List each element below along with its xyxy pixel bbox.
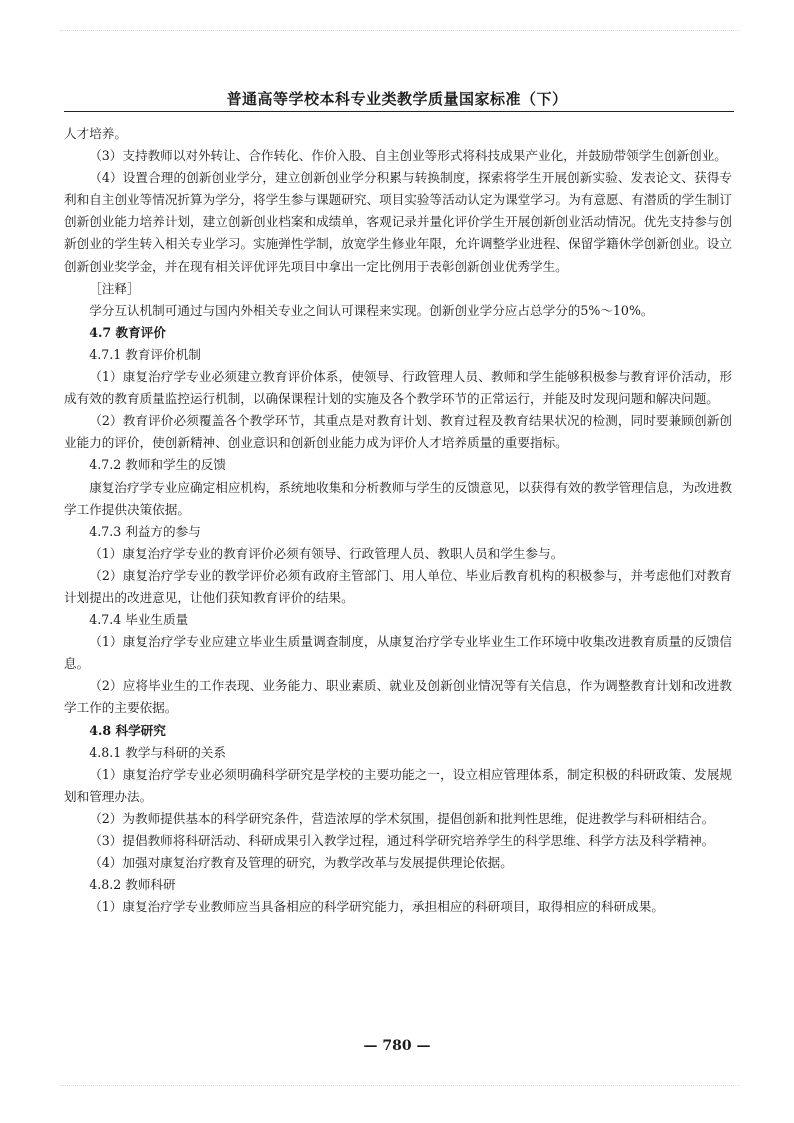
paragraph: （3）提倡教师将科研活动、科研成果引入教学过程，通过科学研究培养学生的科学思维、科学方法及科学精神。 [89, 833, 715, 848]
paragraph: 康复治疗学专业应确定相应机构，系统地收集和分析教师与学生的反馈意见，以获得有效的教学管理信息，为改进教学工作提供决策依据。 [64, 479, 732, 517]
paragraph: （4）设置合理的创新创业学分，建立创新创业学分积累与转换制度，探索将学生开展创新实验、发表论文、获得专利和自主创业等情况折算为学分，将学生参与课题研究、项目实验等活动认定为课堂学习。为有意愿、有潜质的学生制订创新创业能力培养计划，建立创新创业档案和成绩单，客观记录并量化评价学生开展创新创业活动情况。优先支持参与创新创业的学生转入相关专业学习。实施弹性学制，放宽学生修业年限，允许调整学业进程、保留学籍休学创新创业。设立创新创业奖学金，并在现有相关评优评先项目中拿出一定比例用于表彰创新创业优秀学生。 [64, 170, 732, 274]
paragraph: （4）加强对康复治疗教育及管理的研究，为教学改革与发展提供理论依据。 [89, 855, 513, 871]
paragraph: （1）康复治疗学专业教师应当具备相应的科学研究能力，承担相应的科研项目，取得相应的科研成果。 [89, 899, 664, 915]
subsection-heading-4-7-1: 4.7.1 教育评价机制 [89, 346, 201, 362]
running-header-title: 普通高等学校本科专业类教学质量国家标准（下） [226, 90, 568, 108]
paragraph: 人才培养。 [64, 126, 127, 141]
note-paragraph: 学分互认机制可通过与国内外相关专业之间认可课程来实现。创新创业学分应占总学分的5%～10%。 [89, 302, 654, 318]
paragraph: （2）康复治疗学专业的教学评价必须有政府主管部门、用人单位、毕业后教育机构的积极参与，并考虑他们对教育计划提出的改进意见，让他们获知教育评价的结果。 [64, 567, 732, 605]
note-heading: ［注释］ [89, 280, 140, 296]
scan-artifact-bottom [60, 1085, 740, 1088]
scan-artifact-top [60, 30, 740, 33]
paragraph: （1）康复治疗学专业必须明确科学研究是学校的主要功能之一，设立相应管理体系，制定积极的科研政策、发展规划和管理办法。 [64, 766, 732, 804]
subsection-heading-4-7-3: 4.7.3 利益方的参与 [89, 523, 201, 539]
subsection-heading-4-8-1: 4.8.1 教学与科研的关系 [89, 744, 226, 760]
paragraph: （1）康复治疗学专业的教育评价必须有领导、行政管理人员、教职人员和学生参与。 [89, 545, 564, 561]
subsection-heading-4-8-2: 4.8.2 教师科研 [89, 877, 176, 893]
paragraph: （1）康复治疗学专业应建立毕业生质量调查制度，从康复治疗学专业毕业生工作环境中收集改进教育质量的反馈信息。 [64, 634, 732, 672]
paragraph: （3）支持教师以对外转让、合作转化、作价入股、自主创业等形式将科技成果产业化，并鼓励带领学生创新创业。 [89, 148, 727, 164]
paragraph: （1）康复治疗学专业必须建立教育评价体系，使领导、行政管理人员、教师和学生能够积极参与教育评价活动，形成有效的教育质量监控运行机制，以确保课程计划的实施及各个教学环节的正常运行，并能及时发现问题和解决问题。 [64, 369, 732, 407]
header-divider [64, 111, 734, 112]
paragraph: （2）为教师提供基本的科学研究条件，营造浓厚的学术氛围，提倡创新和批判性思维，促进教学与科研相结合。 [89, 810, 715, 826]
page-body [64, 123, 732, 918]
section-heading-4-7: 4.7 教育评价 [89, 324, 166, 340]
subsection-heading-4-7-4: 4.7.4 毕业生质量 [89, 612, 189, 628]
subsection-heading-4-7-2: 4.7.2 教师和学生的反馈 [89, 457, 226, 473]
page-number: — 780 — [363, 1038, 431, 1054]
paragraph: （2）应将毕业生的工作表现、业务能力、职业素质、就业及创新创业情况等有关信息，作为调整教育计划和改进教学工作的主要依据。 [64, 678, 732, 716]
section-heading-4-8: 4.8 科学研究 [89, 722, 166, 738]
paragraph: （2）教育评价必须覆盖各个教学环节，其重点是对教育计划、教育过程及教育结果状况的检测，同时要兼顾创新创业能力的评价，使创新精神、创业意识和创新创业能力成为评价人才培养质量的重要指标。 [64, 413, 732, 451]
